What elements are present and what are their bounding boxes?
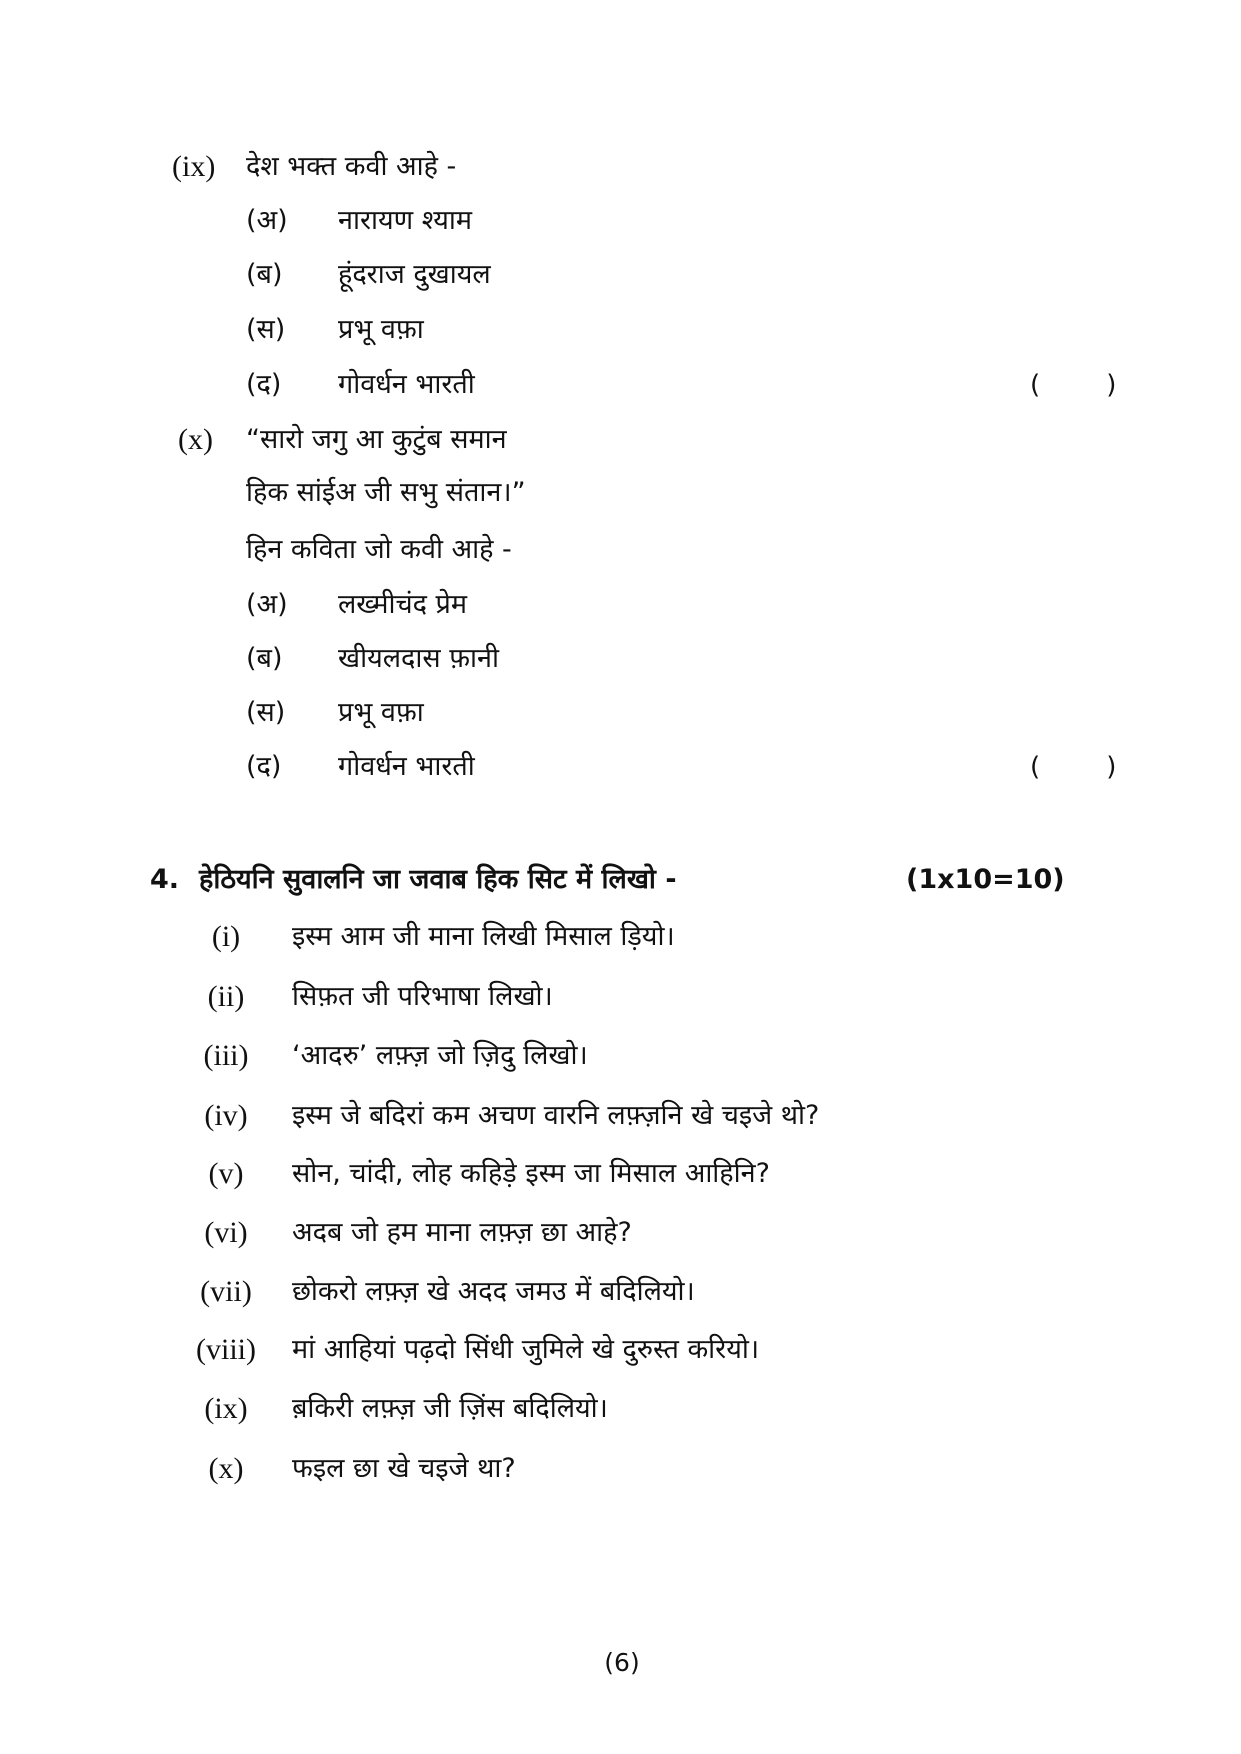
- item-text: मां आहियां पढ़दो सिंधी जुमिले खे दुरुस्त करियो।: [292, 1334, 760, 1365]
- item-text: इस्म जे बदिरां कम अचण वारनि लफ़्ज़नि खे चइजे थो?: [292, 1100, 820, 1131]
- item-label: (i): [211, 920, 241, 953]
- answer-box: ( ): [1030, 752, 1117, 782]
- question-number: (ix): [172, 150, 216, 183]
- item-label: (iv): [204, 1099, 248, 1132]
- item-text: सिफ़त जी परिभाषा लिखो।: [292, 981, 553, 1012]
- option-label: (द): [246, 369, 282, 400]
- item-label: (v): [208, 1157, 244, 1190]
- option-text: गोवर्धन भारती: [338, 751, 475, 782]
- option-text: हूंदराज दुखायल: [338, 259, 491, 290]
- item-text: ‘आदरु’ लफ़्ज़ जो ज़िदु लिखो।: [292, 1040, 588, 1071]
- question-number: (x): [178, 423, 213, 456]
- item-text: सोन, चांदी, लोह कहिड़े इस्म जा मिसाल आहिनि?: [292, 1158, 770, 1189]
- question-stem: हिक सांईअ जी सभु संतान।”: [246, 477, 526, 508]
- question-marks: (1x10=10): [906, 864, 1065, 895]
- option-label: (ब): [246, 259, 283, 290]
- option-text: खीयलदास फ़ानी: [338, 643, 499, 674]
- item-text: अदब जो हम माना लफ़्ज़ छा आहे?: [292, 1217, 632, 1248]
- item-text: फइल छा खे चइजे था?: [292, 1453, 516, 1484]
- item-text: ब़किरी लफ़्ज़ जी ज़िंस बदिलियो।: [292, 1393, 608, 1424]
- option-text: नारायण श्याम: [338, 205, 473, 236]
- item-text: इस्म आम जी माना लिखी मिसाल ड़ियो।: [292, 921, 675, 952]
- option-label: (द): [246, 751, 282, 782]
- answer-box: ( ): [1030, 370, 1117, 400]
- question-stem: हिन कविता जो कवी आहे -: [246, 534, 512, 565]
- item-label: (x): [208, 1452, 244, 1485]
- item-text: छोकरो लफ़्ज़ खे अदद जमउ में बदिलियो।: [292, 1276, 695, 1307]
- item-label: (vi): [204, 1216, 248, 1249]
- option-text: प्रभू वफ़ा: [338, 697, 424, 728]
- item-label: (ii): [207, 980, 245, 1013]
- option-label: (अ): [246, 205, 288, 236]
- option-text: प्रभू वफ़ा: [338, 314, 424, 345]
- question-number: 4.: [150, 864, 180, 895]
- item-label: (iii): [203, 1039, 249, 1072]
- question-stem: “सारो जगु आ कुटुंब समान: [246, 424, 507, 455]
- item-label: (vii): [200, 1275, 252, 1308]
- page-number: (6): [604, 1648, 640, 1677]
- option-label: (अ): [246, 589, 288, 620]
- question-title: हेठियनि सुवालनि जा जवाब हिक सिट में लिखो -: [199, 864, 677, 895]
- question-stem: देश भक्त कवी आहे -: [246, 151, 457, 182]
- item-label: (ix): [204, 1392, 248, 1425]
- option-label: (स): [246, 314, 286, 345]
- option-label: (स): [246, 697, 286, 728]
- option-label: (ब): [246, 643, 283, 674]
- option-text: गोवर्धन भारती: [338, 369, 475, 400]
- option-text: लख्मीचंद प्रेम: [338, 589, 468, 620]
- item-label: (viii): [196, 1333, 256, 1366]
